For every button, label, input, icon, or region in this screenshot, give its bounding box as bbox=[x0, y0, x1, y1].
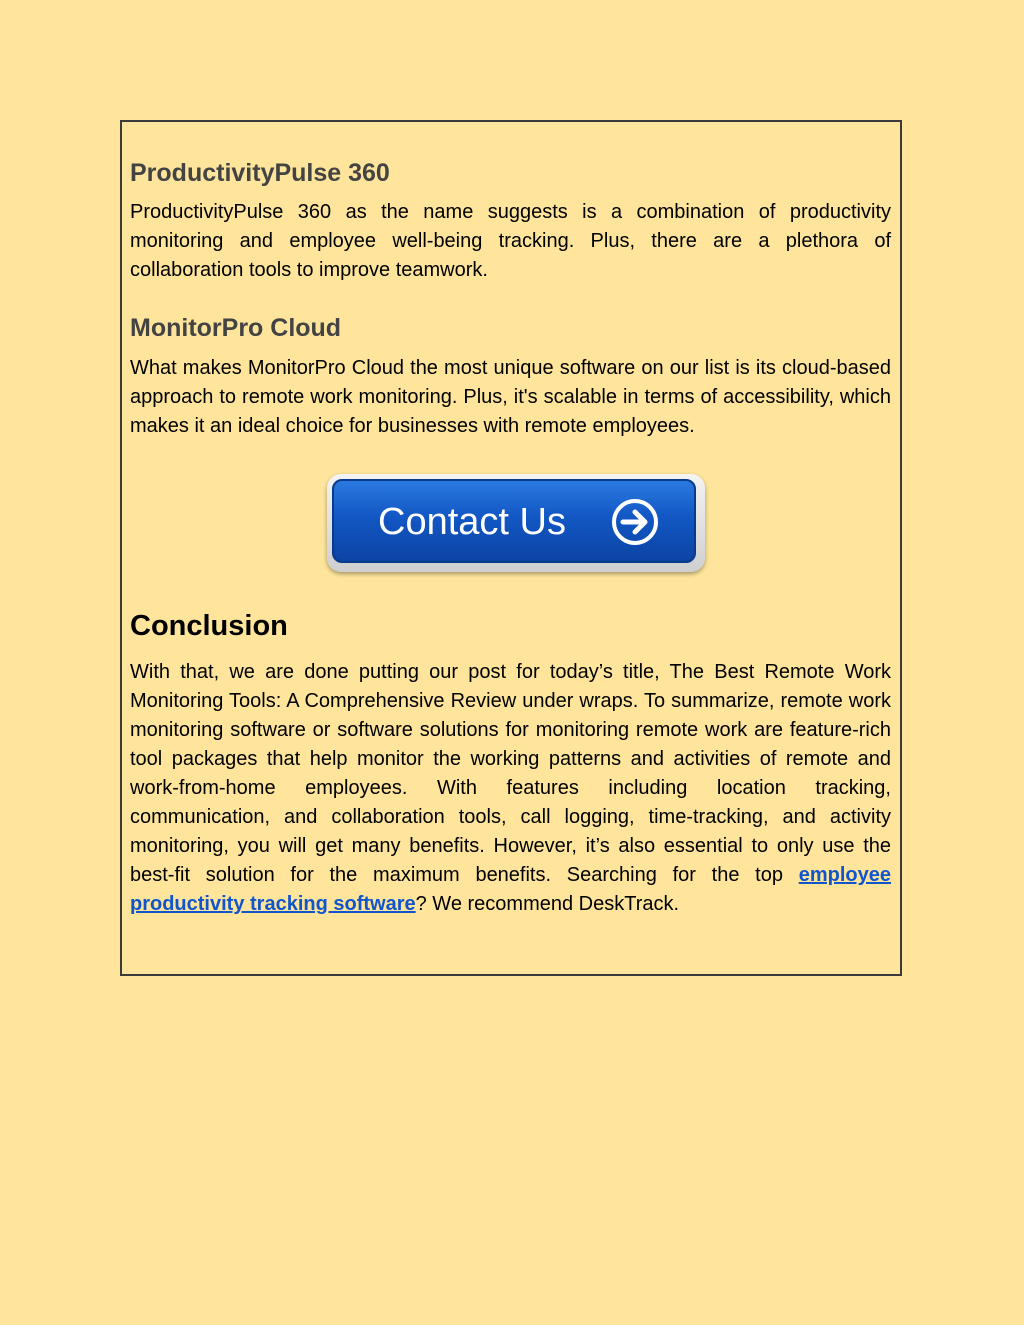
employee-productivity-tracking-link[interactable]: employee productivity tracking software bbox=[130, 864, 891, 915]
contact-us-label: Contact Us bbox=[378, 501, 566, 543]
section-body-monitorpro: What makes MonitorPro Cloud the most unique software on our list is its cloud-based approach to remote work monitoring. Plus, it's scalable in terms of accessibility, which makes it an ideal choice for businesses with remote employees. bbox=[130, 357, 891, 437]
conclusion-text-start: With that, we are done putting our post for today’s title, The Best Remote Work Monitoring Tools: A Comprehensive Review under wraps. To summarize, remote work monitoring software or software solutions for monitoring remote work are feature-rich tool packages that help monitor the working patterns and activities of remote and work-from-home employees. With features including location tracking, communication, and collaboration tools, call logging, time-tracking, and activity monitoring, you will get many benefits. However, it’s also essential to only use the best-fit solution for the maximum benefits. Searching for the top bbox=[130, 661, 891, 886]
contact-button-frame bbox=[327, 474, 705, 572]
conclusion-heading: Conclusion bbox=[130, 610, 288, 642]
section-heading-monitorpro: MonitorPro Cloud bbox=[130, 314, 342, 342]
section-body-productivitypulse: ProductivityPulse 360 as the name suggests is a combination of productivity monitoring and employee well-being tracking. Plus, there are a plethora of collaboration tools to improve teamwork. bbox=[130, 201, 891, 281]
conclusion-body bbox=[130, 658, 891, 919]
conclusion-text-end: ? We recommend DeskTrack. bbox=[415, 893, 680, 915]
section-heading-productivitypulse: ProductivityPulse 360 bbox=[130, 159, 390, 187]
content-box bbox=[120, 120, 902, 976]
contact-us-button[interactable] bbox=[332, 479, 696, 563]
arrow-right-circle-icon bbox=[611, 498, 659, 546]
